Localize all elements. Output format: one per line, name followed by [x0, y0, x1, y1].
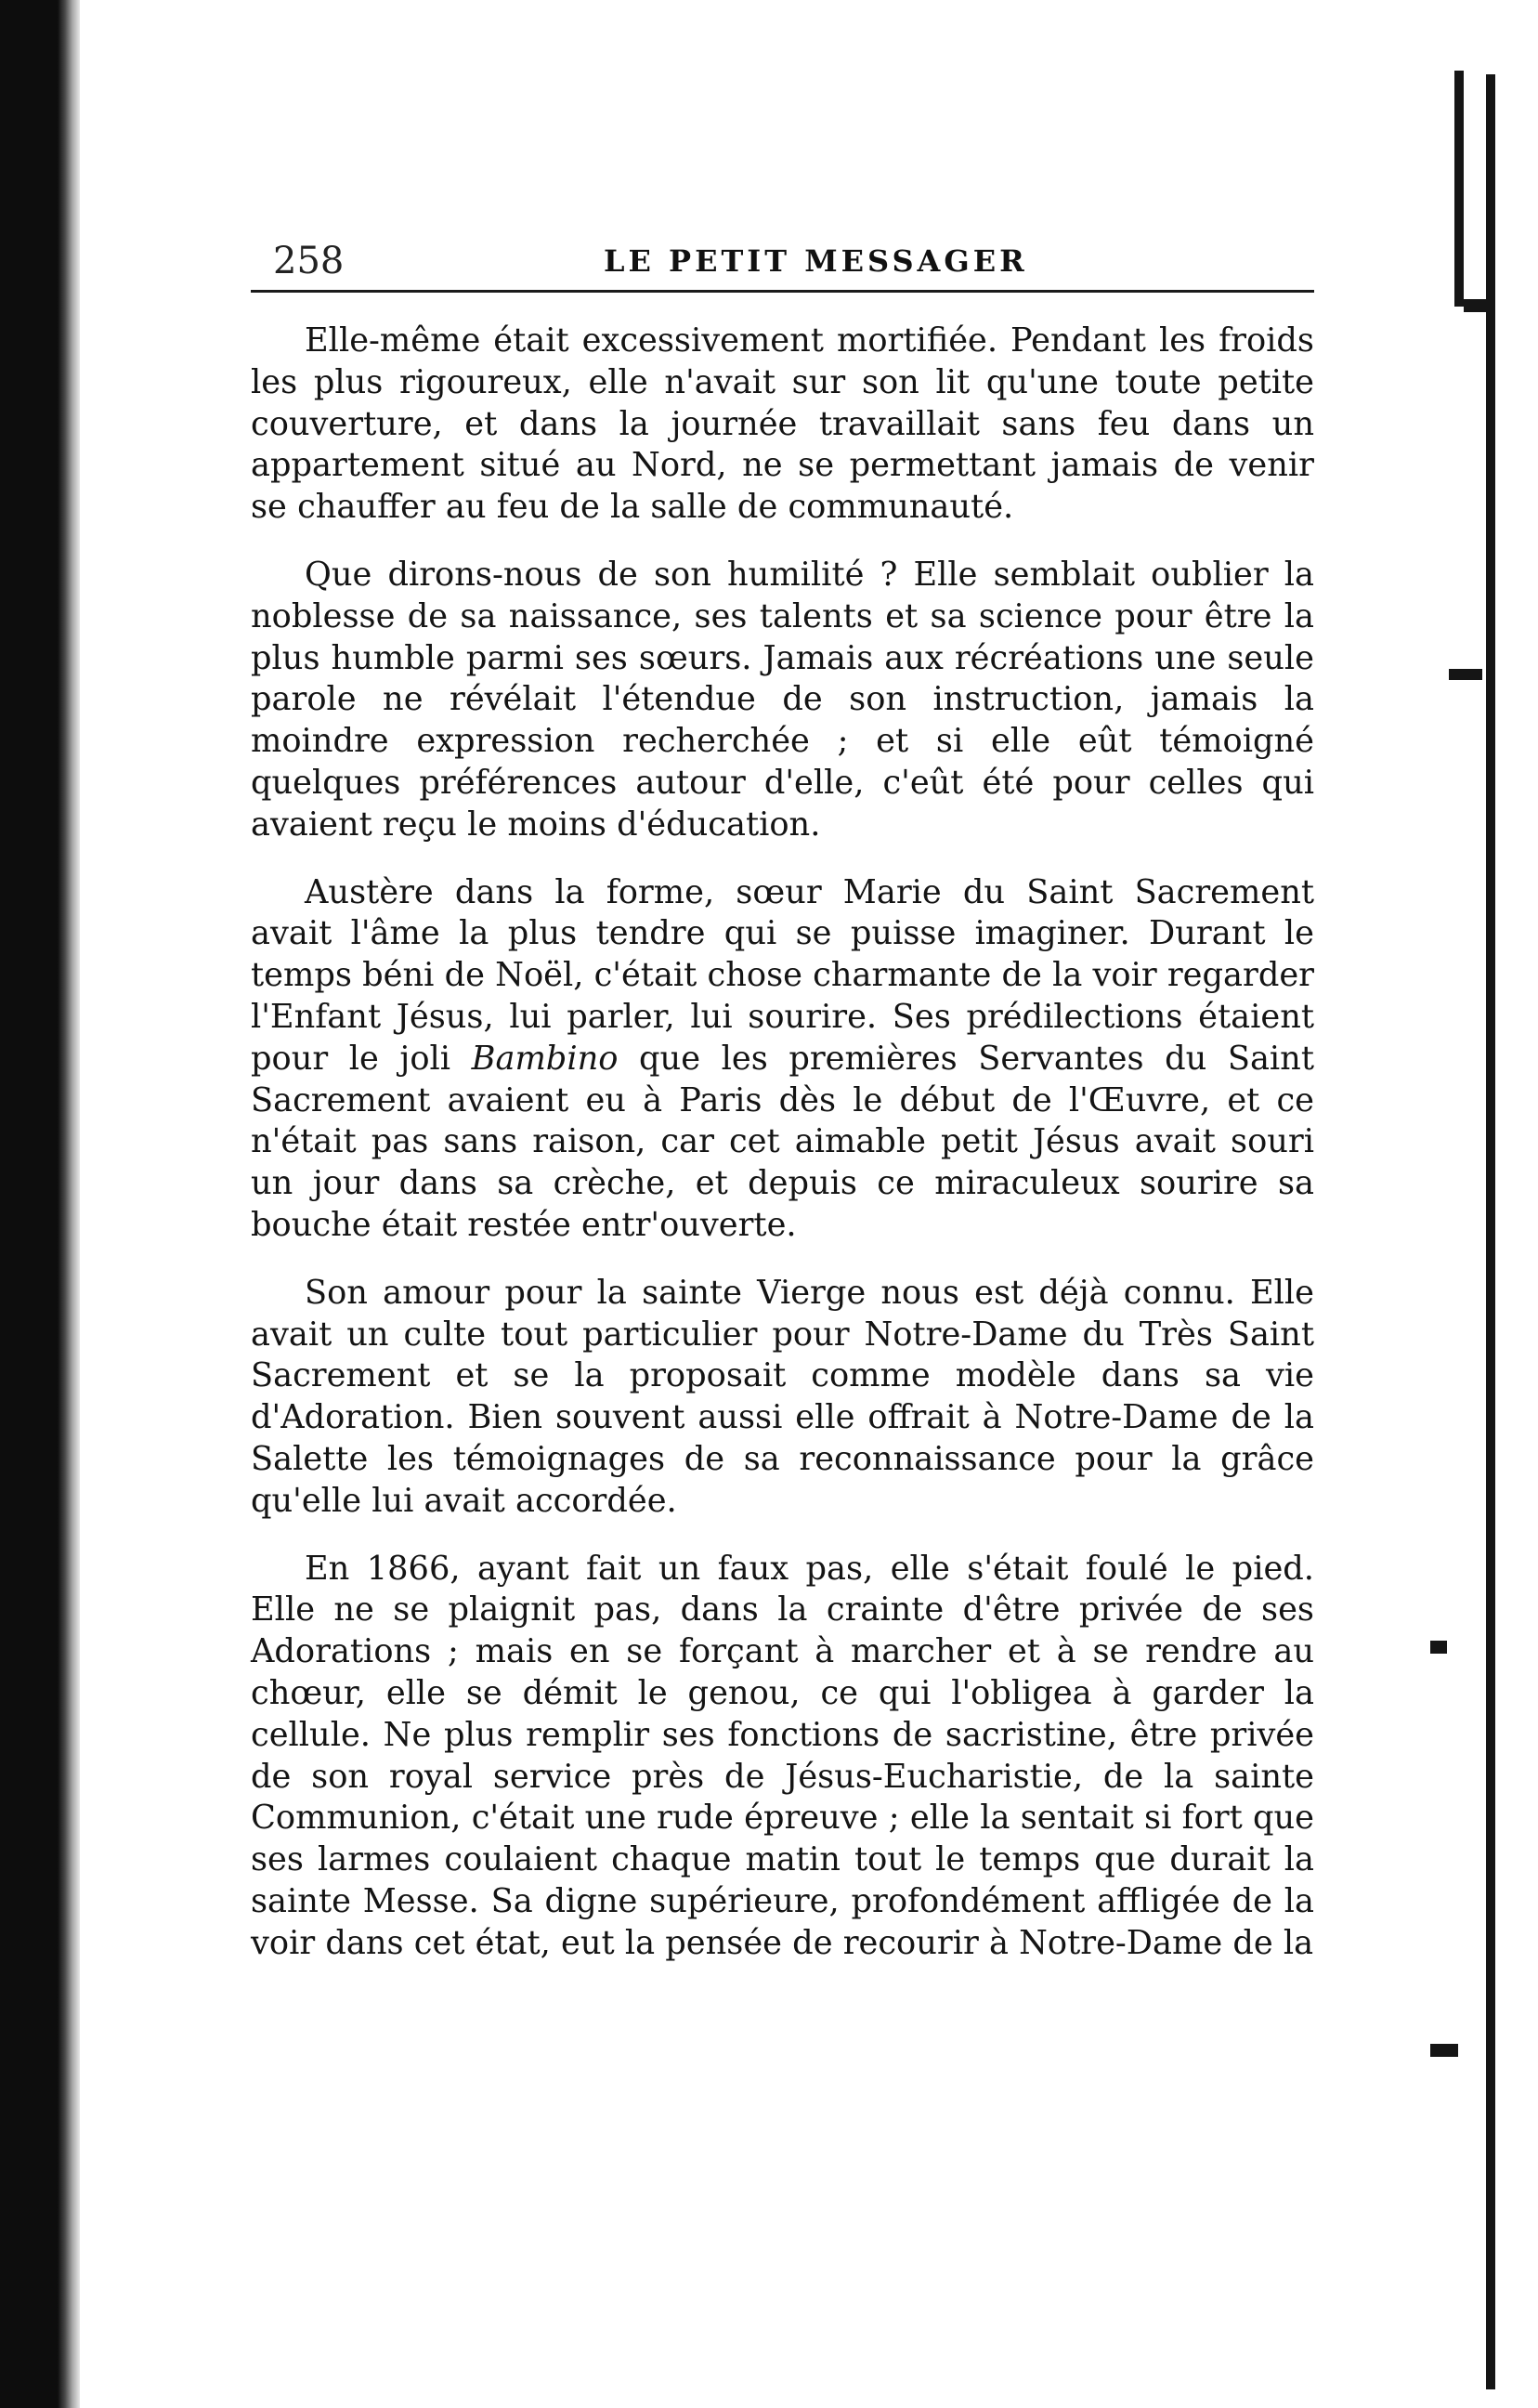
- running-head: [251, 230, 1314, 293]
- frame-notch: [1430, 2044, 1458, 2057]
- paragraph-text: Austère dans la forme, sœur Marie du Saint Sacrement avait l'âme la plus tendre qui se puisse imaginer. Durant le temps béni de Noël, c'était chose charmante de la voir regarder l'Enfant Jésus, lui parler, lui sourire. Ses prédilections étaient pour le joli: [251, 872, 1314, 1078]
- frame-bar: [1454, 71, 1464, 307]
- frame-notch: [1449, 669, 1482, 680]
- frame-notch: [1430, 1641, 1447, 1654]
- paragraph: [251, 872, 1314, 1247]
- paragraph: En 1866, ayant fait un faux pas, elle s'était foulé le pied. Elle ne se plaignit pas, dans la crainte d'être privée de ses Adorations ; mais en se forçant à marcher et à se rendre au chœur, elle se démit le genou, ce qui l'obligea à garder la cellule. Ne plus remplir ses fonctions de sacristine, être privée de son royal service près de Jésus-Eucharistie, de la sainte Communion, c'était une rude épreuve ; elle la sentait si fort que ses larmes coulaient chaque matin tout le temps que durait la sainte Messe. Sa digne supérieure, profondément affligée de la voir dans cet état, eut la pensée de recourir à Notre-Dame de la: [251, 1549, 1314, 1962]
- page-number: 258: [273, 240, 345, 282]
- frame-notch: [1464, 299, 1492, 312]
- book-page: [251, 230, 1314, 2088]
- paragraph-text: que les premières Servantes du Saint Sacrement avaient eu à Paris dès le début de l'Œuvre, et ce n'était pas sans raison, car cet aimable petit Jésus avait souri un jour dans sa crèche, et depuis ce miraculeux sourire sa bouche était restée entr'ouverte.: [251, 1039, 1314, 1244]
- paragraph: Que dirons-nous de son humilité ? Elle semblait oublier la noblesse de sa naissance, ses talents et sa science pour être la plus humble parmi ses sœurs. Jamais aux récréations une seule parole ne révélait l'étendue de son instruction, jamais la moindre expression recherchée ; et si elle eût témoigné quelques préférences autour d'elle, c'eût été pour celles qui avaient reçu le moins d'éducation.: [251, 555, 1314, 844]
- italic-word: Bambino: [471, 1039, 619, 1078]
- frame-bar: [1486, 74, 1495, 2389]
- paragraph: Son amour pour la sainte Vierge nous est déjà connu. Elle avait un culte tout particulier pour Notre-Dame du Très Saint Sacrement et se la proposait comme modèle dans sa vie d'Adoration. Bien souvent aussi elle offrait à Notre-Dame de la Salette les témoignages de sa reconnaissance pour la grâce qu'elle lui avait accordée.: [251, 1273, 1314, 1520]
- running-title: LE PETIT MESSAGER: [604, 243, 1028, 279]
- book-spine-edge: [0, 0, 80, 2408]
- body-text: [251, 321, 1314, 1964]
- paragraph: Elle-même était excessivement mortifiée. Pendant les froids les plus rigoureux, elle n'avait sur son lit qu'une toute petite couverture, et dans la journée travaillait sans feu dans un appartement situé au Nord, ne se permettant jamais de venir se chauffer au feu de la salle de communauté.: [251, 321, 1314, 527]
